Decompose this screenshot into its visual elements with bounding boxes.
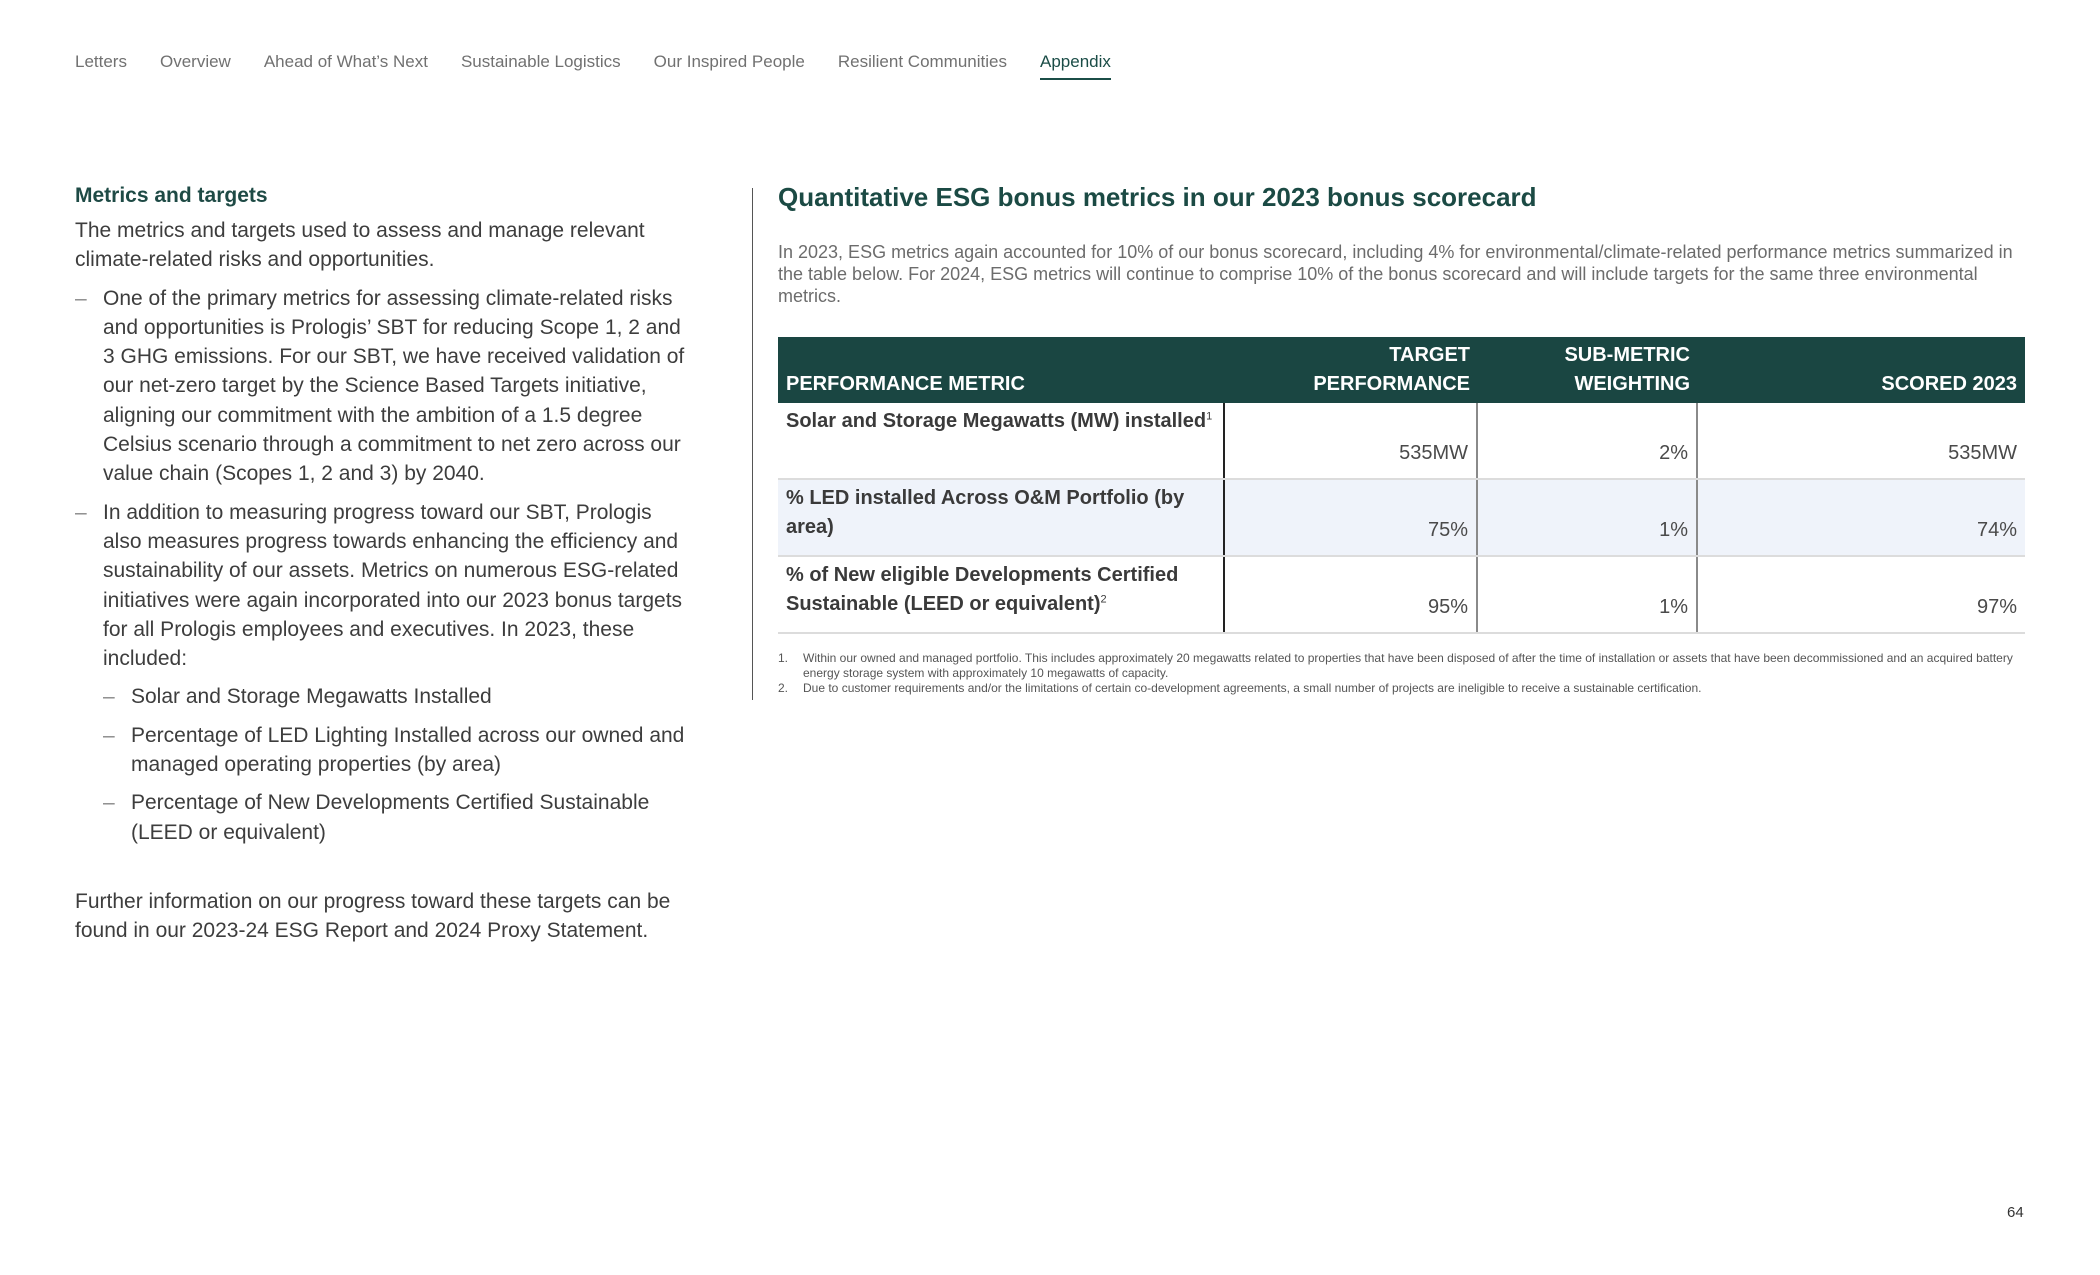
table-row: [778, 480, 2025, 557]
header-scored-2023: SCORED 2023: [1881, 373, 2017, 395]
metric-cell: [778, 557, 1225, 632]
section-intro: The metrics and targets used to assess and manage relevant climate-related risks and opportunities.: [75, 219, 645, 272]
footnote-ref: 1: [1206, 410, 1213, 423]
weight-cell: 1%: [1478, 480, 1698, 555]
table-row: [778, 557, 2025, 634]
section-heading: Metrics and targets: [75, 184, 268, 207]
sub-bullet-item: [103, 682, 685, 711]
footnote-item: [778, 681, 2025, 696]
sub-bullet-item: [103, 788, 685, 847]
sub-bullet-text: Percentage of New Developments Certified Sustainable (LEED or equivalent): [131, 791, 650, 844]
table-title: Quantitative ESG bonus metrics in our 2023 bonus scorecard: [778, 182, 1537, 212]
header-weighting-line2: WEIGHTING: [1574, 373, 1690, 395]
footnote-item: [778, 651, 2025, 681]
weight-cell: 2%: [1478, 403, 1698, 478]
nav-tab-sustainable-logistics[interactable]: Sustainable Logistics: [460, 52, 621, 71]
target-cell: 75%: [1225, 480, 1478, 555]
target-cell: 535MW: [1225, 403, 1478, 478]
scored-cell: 74%: [1976, 519, 2017, 541]
nav-tab-overview[interactable]: Overview: [159, 52, 231, 71]
scored-cell: 97%: [1976, 596, 2017, 618]
metric-text: % LED installed Across O&M Portfolio (by area): [786, 487, 1185, 538]
dash-bullet-icon: –: [103, 791, 115, 815]
nav-tab-resilient-communities[interactable]: Resilient Communities: [837, 52, 1007, 71]
table-intro: In 2023, ESG metrics again accounted for 10% of our bonus scorecard, including 4% for environmental/climate-related performance metrics summarized in the table below. For 2024, ESG metrics will continue to comprise 10% of the bonus scorecard and will include targets for the same three environmental metrics.: [778, 242, 2013, 306]
column-divider: [752, 188, 753, 700]
bullet-text: In addition to measuring progress toward our SBT, Prologis also measures progress towards enhancing the efficiency and sustainability of our assets. Metrics on numerous ESG-related initiatives were again incorporated into our 2023 bonus targets for all Prologis employees and executives. In 2023, these included:: [103, 500, 683, 671]
nav-tab-our-inspired-people[interactable]: Our Inspired People: [653, 52, 805, 71]
footnote-text: Within our owned and managed portfolio. This includes approximately 20 megawatts related to properties that have been disposed of after the time of installation or assets that have been decommissioned and an acquired battery energy storage system with approximately 10 megawatts of capacity.: [803, 651, 2013, 680]
header-performance-metric: PERFORMANCE METRIC: [786, 373, 1025, 395]
section-nav: [75, 50, 1144, 82]
sub-bullet-item: [103, 721, 685, 780]
footnote-text: Due to customer requirements and/or the limitations of certain co-development agreements, a small number of projects are ineligible to receive a sustainable certification.: [803, 681, 1702, 695]
closing-paragraph: Further information on our progress toward these targets can be found in our 2023-24 ESG Report and 2024 Proxy Statement.: [75, 889, 671, 943]
metric-cell: [778, 403, 1225, 478]
dash-bullet-icon: –: [75, 286, 87, 310]
metric-text: % of New eligible Developments Certified Sustainable (LEED or equivalent): [786, 564, 1179, 615]
target-cell: 95%: [1225, 557, 1478, 632]
footnote-number: 2.: [778, 681, 789, 695]
weight-cell: 1%: [1478, 557, 1698, 632]
metric-cell: [778, 480, 1225, 555]
bullet-list: [75, 284, 685, 847]
footnotes: [778, 651, 2025, 696]
bullet-text: One of the primary metrics for assessing climate-related risks and opportunities is Prologis’ SBT for reducing Scope 1, 2 and 3 GHG emissions. For our SBT, we have received validation of our net-zero target by the Science Based Targets initiative, aligning our commitment with the ambition of a 1.5 degree Celsius scenario through a commitment to net zero across our value chain (Scopes 1, 2 and 3) by 2040.: [103, 286, 685, 486]
dash-bullet-icon: –: [103, 685, 115, 709]
table-row: [778, 403, 2025, 480]
bullet-item: [75, 284, 685, 489]
bullet-item: [75, 498, 685, 674]
footnote-ref: 2: [1100, 593, 1107, 606]
esg-metrics-table: [778, 337, 2025, 634]
dash-bullet-icon: –: [75, 500, 87, 524]
sub-bullet-text: Percentage of LED Lighting Installed across our owned and managed operating properties (by area): [131, 723, 685, 777]
header-weighting-line1: SUB-METRIC: [1564, 344, 1690, 366]
header-target-performance: TARGET PERFORMANCE: [1313, 344, 1470, 395]
dash-bullet-icon: –: [103, 723, 115, 747]
page-number: 64: [2007, 1204, 2024, 1221]
scored-cell: 535MW: [1948, 442, 2017, 464]
nav-tab-ahead-of-whats-next[interactable]: Ahead of What’s Next: [263, 52, 428, 71]
header-sub-metric-weighting: [1478, 337, 1698, 403]
metrics-and-targets-section: [75, 182, 685, 946]
nav-tab-letters[interactable]: Letters: [75, 52, 127, 71]
sub-bullet-text: Solar and Storage Megawatts Installed: [131, 685, 492, 709]
table-header: [778, 337, 2025, 403]
nav-tab-appendix[interactable]: Appendix: [1040, 50, 1111, 80]
footnote-number: 1.: [778, 651, 789, 665]
esg-bonus-section: [778, 180, 2025, 307]
metric-text: Solar and Storage Megawatts (MW) installed: [786, 410, 1207, 432]
